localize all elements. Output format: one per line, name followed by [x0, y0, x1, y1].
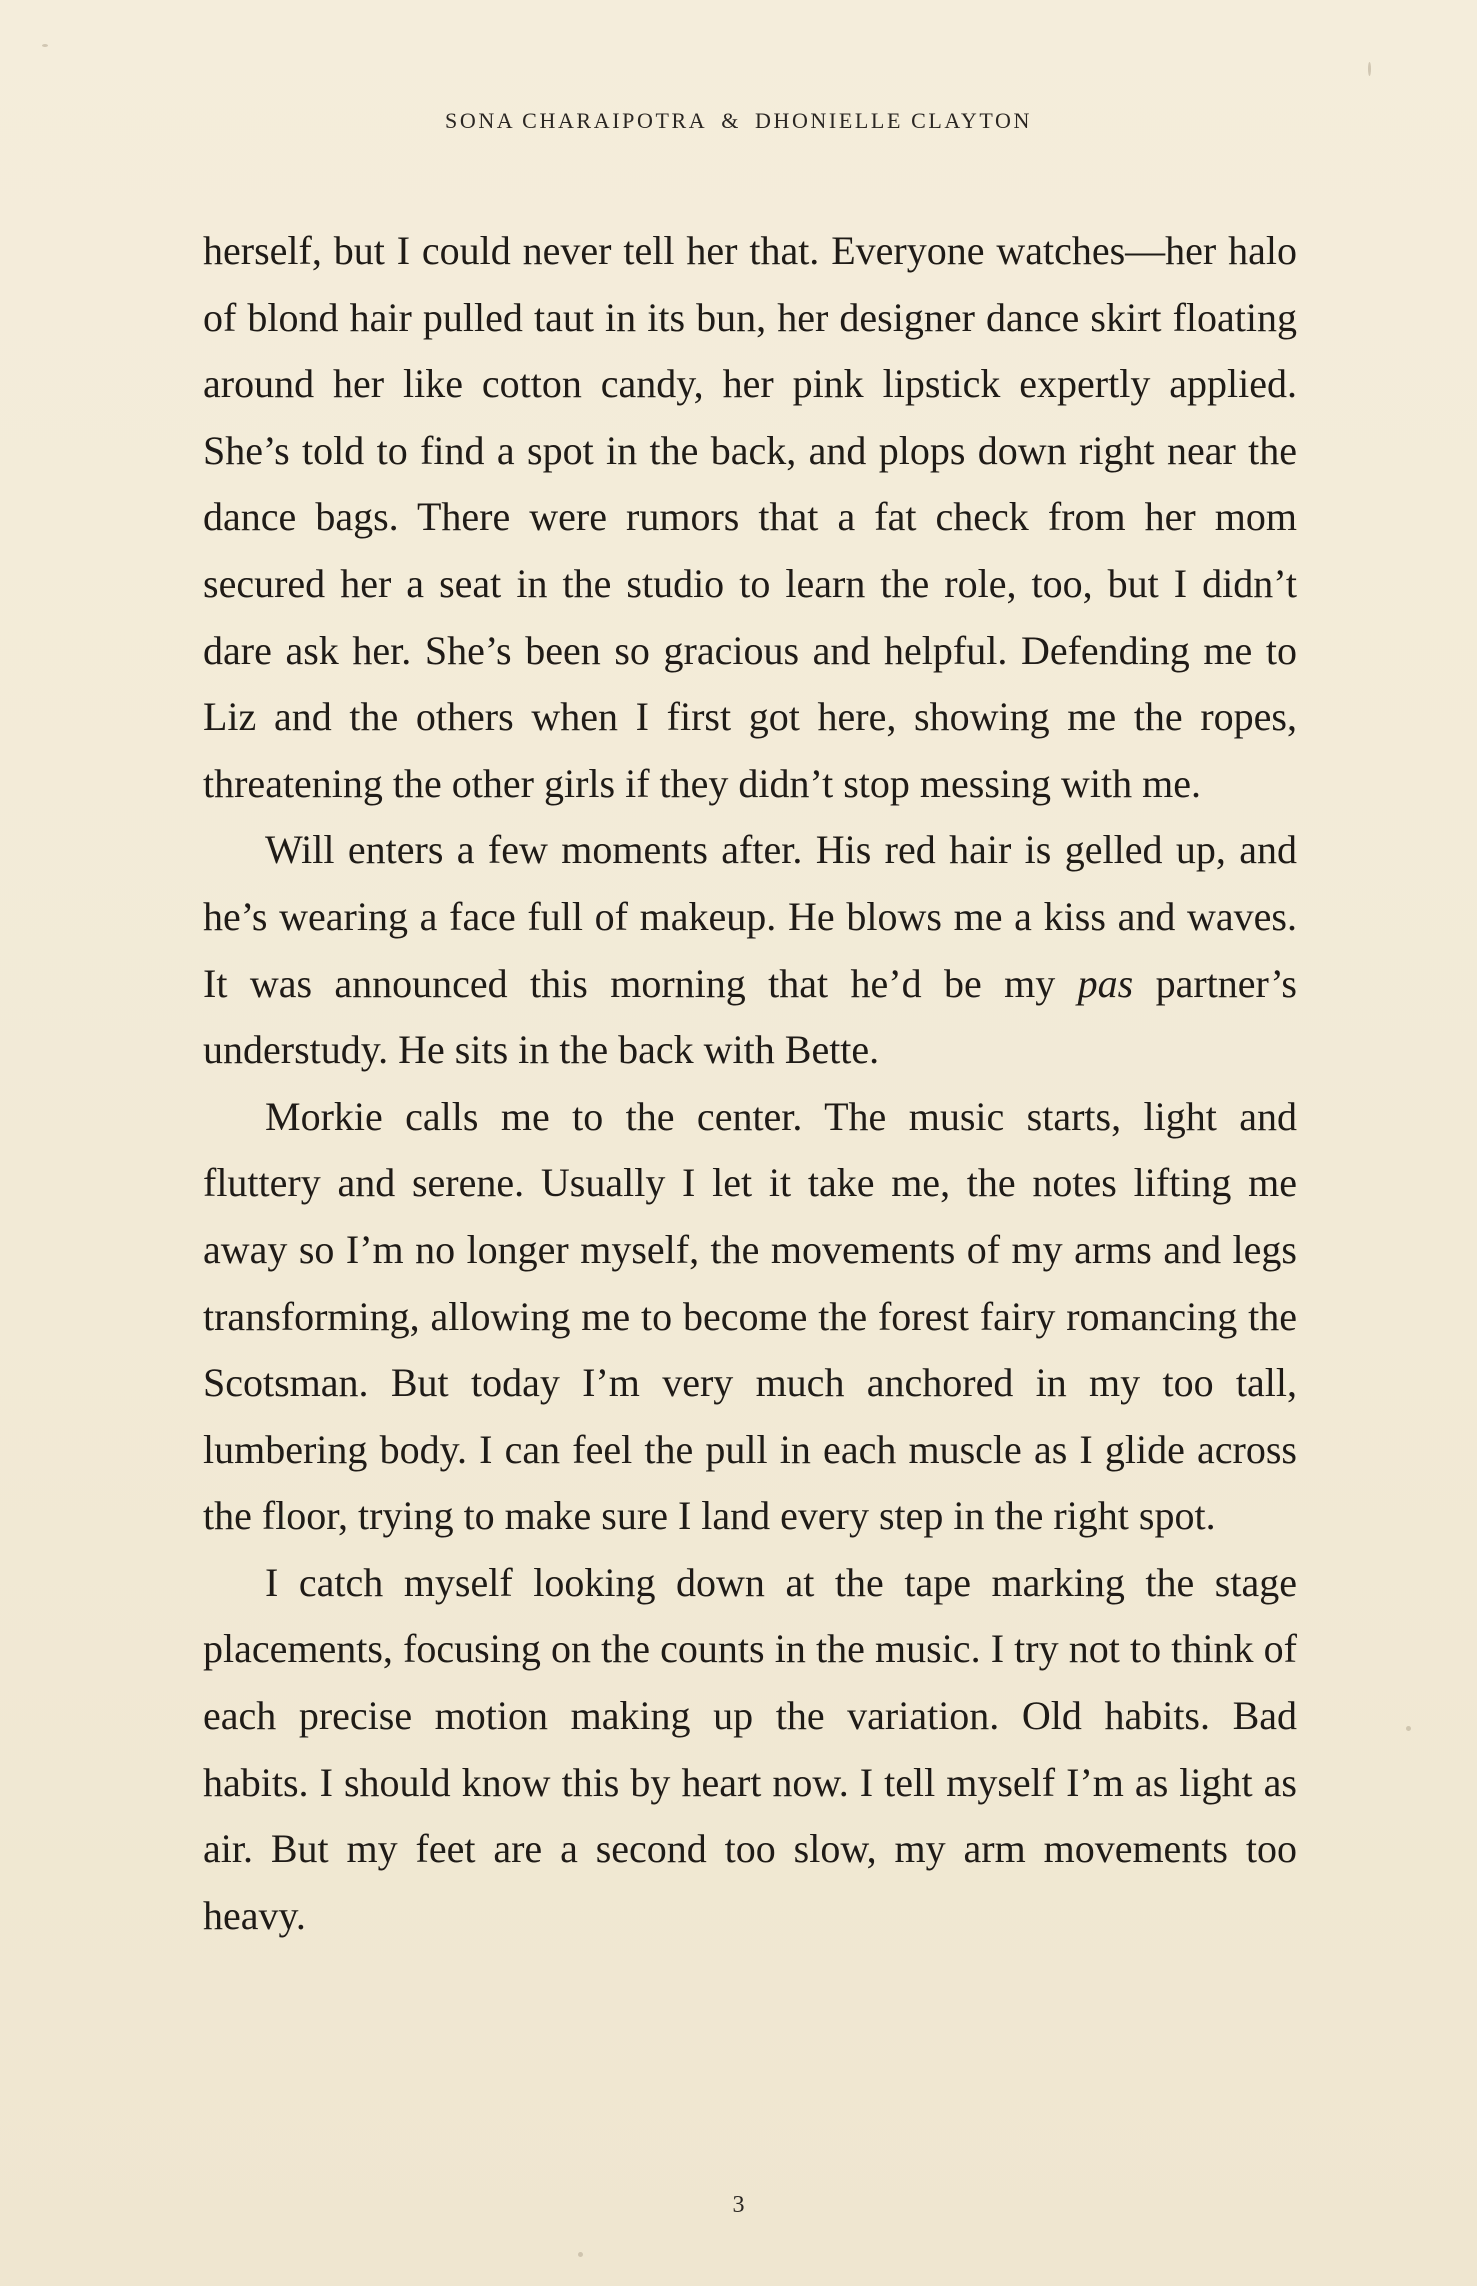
paragraph-2 — [203, 817, 1297, 1083]
paragraph-3 — [203, 1084, 1297, 1550]
italic-term: pas — [1077, 960, 1134, 1006]
page-number: 3 — [732, 2192, 745, 2218]
ampersand: & — [721, 108, 741, 133]
body-text — [203, 218, 1297, 1949]
paragraph-text: Will enters a few moments after. His red hair is gelled up, and he’s wearing a face full of makeup. He blows me a kiss and waves. It was announced this morning that he’d be my — [203, 827, 1297, 1006]
paper-speck — [1368, 62, 1371, 76]
paper-speck — [42, 44, 48, 47]
paragraph-text: I catch myself looking down at the tape marking the stage placements, focusing on the counts in the music. I try not to think of each precise motion making up the variation. Old habits. Bad habits. I should know this by heart now. I tell myself I’m as light as air. But my feet are a second too slow, my arm movements too heavy. — [203, 1559, 1297, 1938]
paragraph-4 — [203, 1550, 1297, 1950]
paper-speck — [1406, 1726, 1411, 1731]
paper-speck — [578, 2252, 583, 2257]
author-2: DHONIELLE CLAYTON — [754, 108, 1032, 133]
paragraph-text: herself, but I could never tell her that. Everyone watches—her halo of blond hair pulled taut in its bun, her designer dance skirt floating around her like cotton candy, her pink lipstick expertly applied. She’s told to find a spot in the back, and plops down right near the dance bags. There were rumors that a fat check from her mom secured her a seat in the studio to learn the role, too, but I didn’t dare ask her. She’s been so gracious and helpful. Defending me to Liz and the others when I first got here, showing me the ropes, threatening the other girls if they didn’t stop messing with me. — [203, 228, 1297, 806]
paragraph-text: partner’s understudy. He sits in the back with Bette. — [203, 960, 1297, 1073]
paragraph-1 — [203, 218, 1297, 817]
author-1: SONA CHARAIPOTRA — [445, 108, 708, 133]
running-head — [0, 108, 1477, 134]
paragraph-text: Morkie calls me to the center. The music starts, light and fluttery and serene. Usually I let it take me, the notes lifting me away so I’m no longer myself, the movements of my arms and legs transforming, allowing me to become the forest fairy romancing the Scotsman. But today I’m very much anchored in my too tall, lumbering body. I can feel the pull in each muscle as I glide across the floor, trying to make sure I land every step in the right spot. — [203, 1093, 1297, 1539]
